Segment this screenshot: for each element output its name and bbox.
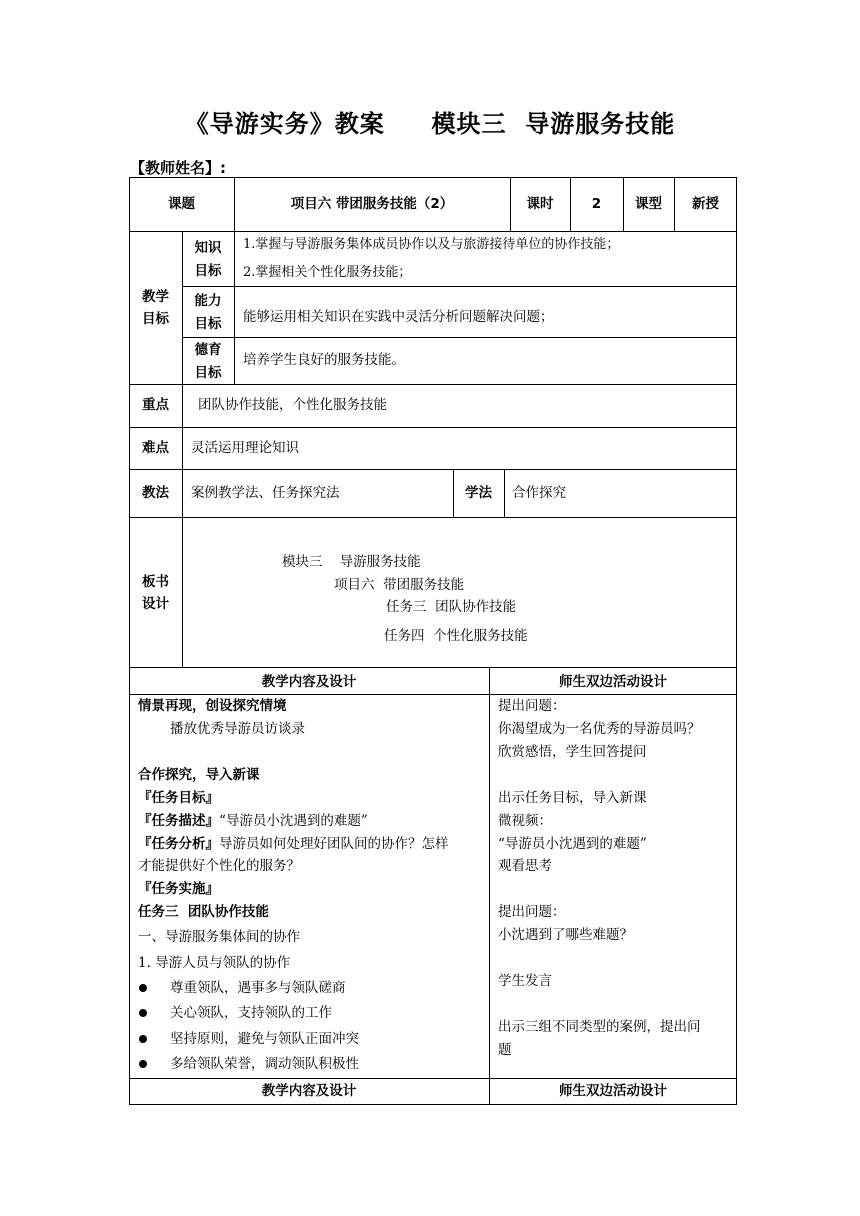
activity-line: 观看思考 xyxy=(498,858,552,874)
board-line: 项目六 带团服务技能 xyxy=(334,577,465,593)
activity-line: 题 xyxy=(498,1042,512,1058)
type-value: 新授 xyxy=(692,196,719,212)
activity-line: 小沈遇到了哪些难题？ xyxy=(498,927,633,943)
activity-line: 提出问题： xyxy=(498,698,566,714)
type-label: 课型 xyxy=(635,196,662,212)
activity-line: 你渴望成为一名优秀的导游员吗？ xyxy=(498,721,701,737)
board-design-label: 板书 设计 xyxy=(142,574,169,612)
activity-line: 学生发言 xyxy=(498,973,552,989)
topic-value: 项目六 带团服务技能（2） xyxy=(290,196,454,212)
knowledge-goal-item: 2.掌握相关个性化服务技能； xyxy=(243,265,412,280)
moral-goal-label: 德育 目标 xyxy=(194,342,222,381)
teacher-name-label: 【教师姓名】: xyxy=(130,159,226,177)
footer-header-left: 教学内容及设计 xyxy=(261,1083,357,1099)
learning-method-text: 合作探究 xyxy=(512,485,566,501)
subsection-heading: 一、导游服务集体间的协作 xyxy=(138,929,300,945)
key-points-label: 重点 xyxy=(142,397,169,413)
scene-title: 情景再现，创设探究情境 xyxy=(138,698,287,714)
task-description-text: “导游员小沈遇到的难题” xyxy=(219,813,368,829)
knowledge-goal-item: 1.掌握与导游服务集体成员协作以及与旅游接待单位的协作技能； xyxy=(243,237,620,252)
subsection-item: 1. 导游人员与领队的协作 xyxy=(138,955,291,971)
board-line: 模块三 导游服务技能 xyxy=(282,554,421,570)
bullet-icon xyxy=(139,1009,147,1017)
content-header-left: 教学内容及设计 xyxy=(261,674,357,690)
document-title: 《导游实务》教案 模块三 导游服务技能 xyxy=(184,110,676,138)
task-implementation-label: 『任务实施』 xyxy=(138,881,219,897)
task-goal-label: 『任务目标』 xyxy=(138,790,219,806)
task-analysis-label: 『任务分析』 xyxy=(138,836,219,852)
hours-label: 课时 xyxy=(526,196,554,212)
activity-line: 微视频： xyxy=(498,813,552,829)
teaching-method-text: 案例教学法、任务探究法 xyxy=(191,485,340,501)
difficulties-label: 难点 xyxy=(142,440,169,456)
bullet-item: 多给领队荣誉，调动领队积极性 xyxy=(170,1056,359,1072)
goals-label: 教学 目标 xyxy=(142,289,169,327)
activity-line: 欣赏感悟，学生回答提问 xyxy=(498,744,647,760)
bullet-item: 坚持原则，避免与领队正面冲突 xyxy=(170,1031,359,1047)
board-line: 任务三 团队协作技能 xyxy=(386,599,517,615)
task-analysis-text-cont: 才能提供好个性化的服务？ xyxy=(138,858,300,874)
bullet-icon xyxy=(139,1035,147,1043)
bullet-item: 关心领队，支持领队的工作 xyxy=(170,1005,332,1021)
bullet-item: 尊重领队，遇事多与领队磋商 xyxy=(170,980,346,996)
ability-goal-label: 能力 目标 xyxy=(194,293,222,332)
topic-label: 课题 xyxy=(168,196,195,212)
activity-line: “导游员小沈遇到的难题” xyxy=(498,836,647,852)
teaching-method-label: 教法 xyxy=(142,485,169,501)
ability-goal-text: 能够运用相关知识在实践中灵活分析问题解决问题； xyxy=(243,309,554,325)
learning-method-label: 学法 xyxy=(465,485,492,501)
bullet-icon xyxy=(139,984,147,992)
scene-text: 播放优秀导游员访谈录 xyxy=(170,721,305,737)
content-header-right: 师生双边活动设计 xyxy=(559,674,667,690)
activity-line: 提出问题： xyxy=(498,904,566,920)
hours-value: 2 xyxy=(591,196,602,212)
difficulties-text: 灵活运用理论知识 xyxy=(191,440,299,456)
task-analysis-text: 导游员如何处理好团队间的协作？怎样 xyxy=(219,836,449,852)
knowledge-goal-label: 知识 目标 xyxy=(194,240,222,279)
footer-header-right: 师生双边活动设计 xyxy=(559,1083,667,1099)
explore-title: 合作探究，导入新课 xyxy=(138,767,260,783)
moral-goal-text: 培养学生良好的服务技能。 xyxy=(243,352,405,368)
activity-line: 出示三组不同类型的案例，提出问 xyxy=(498,1019,701,1035)
task-description-label: 『任务描述』 xyxy=(138,813,219,829)
key-points-text: 团队协作技能，个性化服务技能 xyxy=(198,397,387,413)
activity-line: 出示任务目标，导入新课 xyxy=(498,790,647,806)
task3-title: 任务三 团队协作技能 xyxy=(138,904,269,920)
task-description xyxy=(138,810,368,832)
board-line: 任务四 个性化服务技能 xyxy=(384,628,528,644)
bullet-icon xyxy=(139,1060,147,1068)
task-analysis xyxy=(138,833,449,855)
